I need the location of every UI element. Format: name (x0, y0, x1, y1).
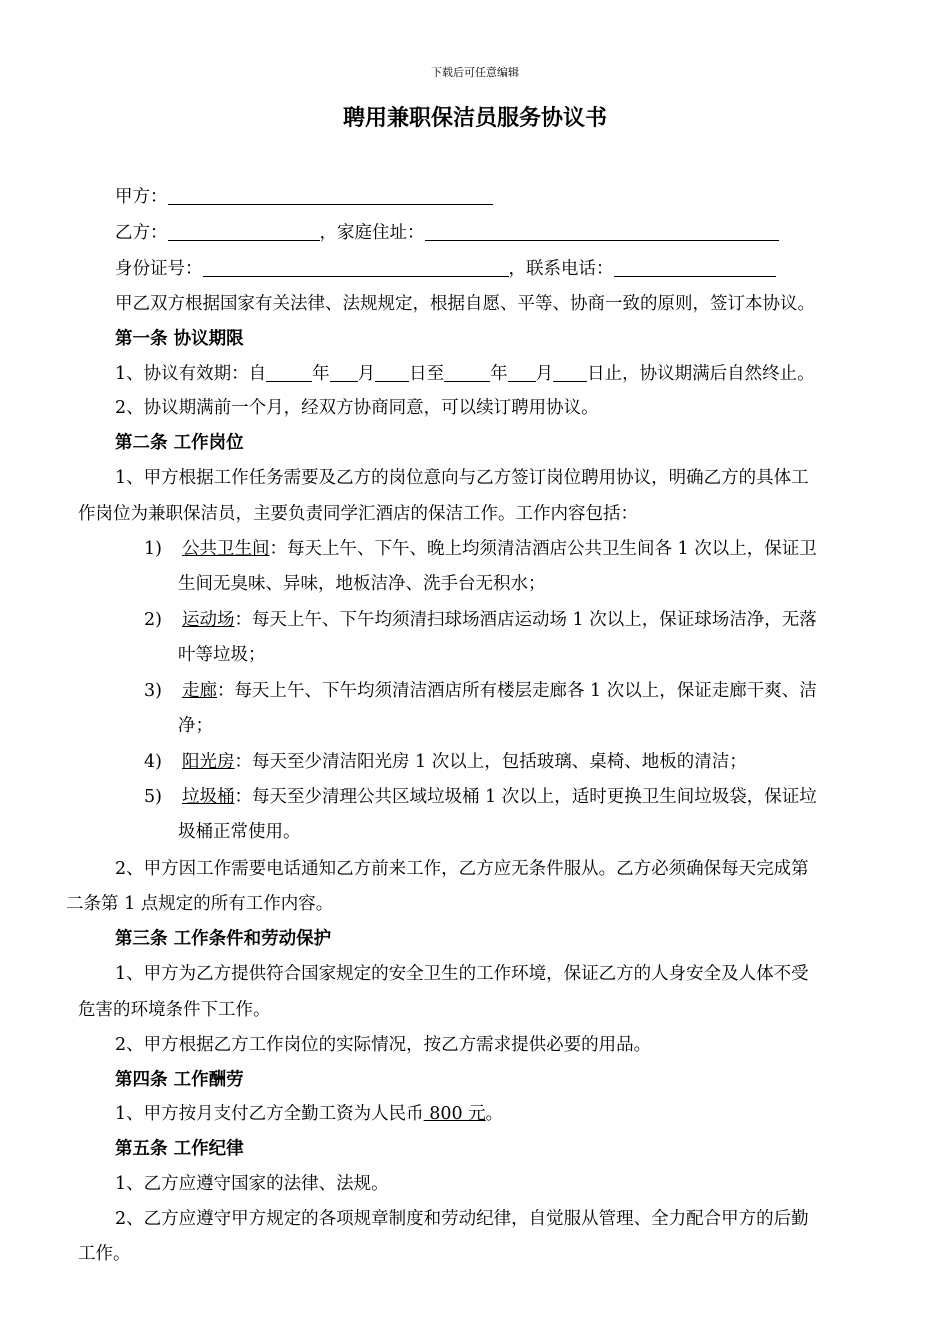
list-item (144, 537, 817, 561)
salary-amount: 800 元 (423, 1104, 486, 1124)
term-text: 1、协议有效期：自 (115, 364, 267, 384)
list-text: ：每天至少清理公共区域垃圾桶 1 次以上，适时更换卫生间垃圾袋，保证垃 (234, 787, 817, 807)
article-5-paragraph-2: 2、乙方应遵守甲方规定的各项规章制度和劳动纪律，自觉服从管理、全力配合甲方的后勤 (115, 1209, 809, 1229)
article-2-paragraph-2-cont: 二条第 1 点规定的所有工作内容。 (66, 894, 334, 914)
term-text: 年 (312, 364, 330, 384)
article-1-heading: 第一条 协议期限 (115, 329, 244, 349)
party-a-label: 甲方： (115, 187, 168, 207)
id-phone-line (115, 257, 776, 281)
list-text: ：每天上午、下午均须清洁酒店所有楼层走廊各 1 次以上，保证走廊干爽、洁 (217, 681, 817, 701)
end-year-blank[interactable] (444, 363, 490, 382)
article-2-heading: 第二条 工作岗位 (115, 433, 244, 453)
list-term: 垃圾桶 (182, 787, 235, 807)
salary-text: 1、甲方按月支付乙方全勤工资为人民币 (115, 1104, 424, 1124)
list-number: 3) (144, 681, 162, 701)
home-address-label: ，家庭住址： (319, 223, 425, 243)
header-note: 下载后可任意编辑 (431, 66, 519, 79)
term-text: 年 (490, 364, 508, 384)
end-month-blank[interactable] (508, 363, 536, 382)
term-text: 月 (535, 364, 554, 384)
phone-label: ，联系电话： (508, 259, 614, 279)
start-month-blank[interactable] (330, 363, 358, 382)
list-number: 1) (144, 539, 162, 559)
article-3-heading: 第三条 工作条件和劳动保护 (115, 929, 332, 949)
article-3-paragraph-2: 2、甲方根据乙方工作岗位的实际情况，按乙方需求提供必要的用品。 (115, 1035, 652, 1055)
term-text: 日至 (409, 364, 445, 384)
article-1-term-line (115, 362, 815, 386)
article-4-paragraph-1 (115, 1102, 503, 1126)
article-3-paragraph-1-cont: 危害的环境条件下工作。 (78, 1000, 271, 1020)
intro-paragraph: 甲乙双方根据国家有关法律、法规规定，根据自愿、平等、协商一致的原则，签订本协议。 (115, 294, 815, 314)
party-a-line (115, 185, 493, 209)
party-b-line (115, 221, 779, 245)
article-2-paragraph-2: 2、甲方因工作需要电话通知乙方前来工作，乙方应无条件服从。乙方必须确保每天完成第 (115, 859, 809, 879)
article-3-paragraph-1: 1、甲方为乙方提供符合国家规定的安全卫生的工作环境，保证乙方的人身安全及人体不受 (115, 964, 809, 984)
id-number-blank[interactable] (203, 258, 509, 277)
list-term: 运动场 (182, 610, 235, 630)
list-item-cont: 圾桶正常使用。 (178, 822, 301, 842)
id-number-label: 身份证号： (115, 259, 203, 279)
party-b-blank[interactable] (168, 222, 320, 241)
term-text: 月 (357, 364, 376, 384)
list-item (144, 608, 817, 632)
phone-blank[interactable] (614, 258, 776, 277)
start-day-blank[interactable] (375, 363, 409, 382)
article-4-heading: 第四条 工作酬劳 (115, 1070, 244, 1090)
party-b-label: 乙方： (115, 223, 168, 243)
list-term: 阳光房 (182, 752, 235, 772)
list-item (144, 679, 817, 703)
salary-text-end: 。 (485, 1104, 504, 1124)
list-number: 2) (144, 610, 162, 630)
home-address-blank[interactable] (425, 222, 779, 241)
article-2-paragraph-1: 1、甲方根据工作任务需要及乙方的岗位意向与乙方签订岗位聘用协议，明确乙方的具体工 (115, 468, 809, 488)
list-item-cont: 叶等垃圾； (178, 645, 266, 665)
list-text: ：每天上午、下午、晚上均须清洁酒店公共卫生间各 1 次以上，保证卫 (269, 539, 817, 559)
article-5-paragraph-1: 1、乙方应遵守国家的法律、法规。 (115, 1174, 389, 1194)
list-term: 公共卫生间 (182, 539, 270, 559)
article-2-paragraph-1-cont: 作岗位为兼职保洁员，主要负责同学汇酒店的保洁工作。工作内容包括： (78, 504, 638, 524)
list-item-cont: 净； (178, 716, 213, 736)
list-item (144, 785, 817, 809)
article-1-paragraph-2: 2、协议期满前一个月，经双方协商同意，可以续订聘用协议。 (115, 398, 599, 418)
list-item (144, 750, 747, 774)
start-year-blank[interactable] (266, 363, 312, 382)
list-text: ：每天至少清洁阳光房 1 次以上，包括玻璃、桌椅、地板的清洁； (234, 752, 747, 772)
article-5-paragraph-2-cont: 工作。 (78, 1244, 131, 1264)
party-a-blank[interactable] (168, 186, 493, 205)
term-text: 日止，协议期满后自然终止。 (587, 364, 815, 384)
end-day-blank[interactable] (553, 363, 587, 382)
list-number: 5) (144, 787, 162, 807)
list-item-cont: 生间无臭味、异味，地板洁净、洗手台无积水； (178, 574, 546, 594)
list-number: 4) (144, 752, 162, 772)
article-5-heading: 第五条 工作纪律 (115, 1139, 244, 1159)
list-term: 走廊 (182, 681, 217, 701)
document-title: 聘用兼职保洁员服务协议书 (342, 105, 607, 131)
list-text: ：每天上午、下午均须清扫球场酒店运动场 1 次以上，保证球场洁净，无落 (234, 610, 817, 630)
